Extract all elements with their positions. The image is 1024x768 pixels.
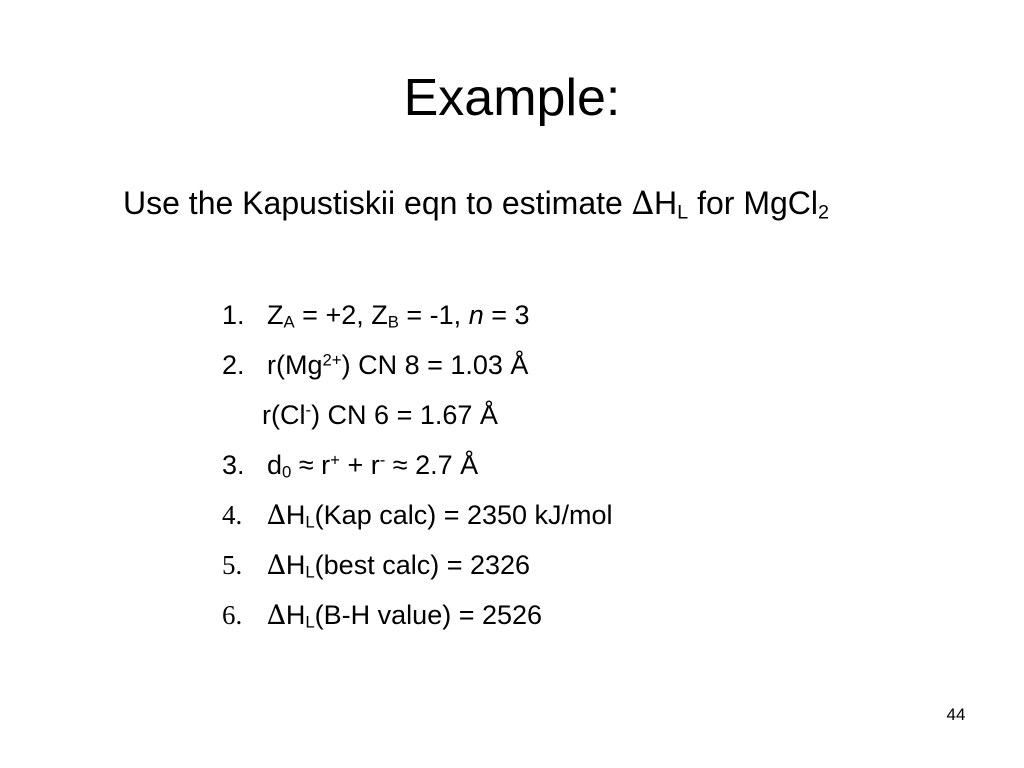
item-sup: - bbox=[379, 450, 386, 470]
subtitle-h: H bbox=[654, 185, 678, 221]
item-text: (B-H value) = 2526 bbox=[314, 600, 543, 630]
item-sub: A bbox=[283, 312, 295, 332]
page-number: 44 bbox=[946, 705, 966, 724]
item-text: = 3 bbox=[483, 300, 530, 330]
item-sup: 2+ bbox=[322, 350, 342, 370]
delta-symbol: ∆ bbox=[267, 600, 286, 631]
item-sub: L bbox=[305, 562, 315, 582]
subtitle-h-sub: L bbox=[677, 201, 689, 224]
item-number: 6. bbox=[222, 600, 243, 630]
delta-symbol: ∆ bbox=[631, 184, 655, 222]
item-content bbox=[267, 590, 542, 641]
item-sub: 0 bbox=[282, 462, 292, 482]
item-text: ) CN 8 = 1.03 Å bbox=[341, 350, 529, 380]
item-sup: + bbox=[330, 450, 340, 470]
item-text: H bbox=[285, 600, 306, 630]
item-number: 2. bbox=[222, 350, 245, 380]
item-number: 4. bbox=[222, 500, 243, 530]
item-sub: L bbox=[305, 612, 315, 632]
item-text: = -1, bbox=[398, 300, 469, 330]
item-text: H bbox=[285, 550, 306, 580]
item-content bbox=[267, 340, 528, 390]
item-text: ≈ r bbox=[291, 450, 331, 480]
item-content bbox=[262, 390, 498, 440]
item-italic: n bbox=[468, 300, 484, 330]
item-text: + r bbox=[339, 450, 380, 480]
slide-title: Example: bbox=[403, 69, 621, 127]
item-text: H bbox=[285, 500, 306, 530]
item-text: Z bbox=[267, 300, 284, 330]
item-content bbox=[267, 490, 613, 541]
subtitle-mgcl-sub: 2 bbox=[817, 201, 830, 224]
item-text: d bbox=[267, 450, 283, 480]
item-content bbox=[267, 540, 530, 591]
item-text: (Kap calc) = 2350 kJ/mol bbox=[314, 500, 613, 530]
item-content bbox=[267, 290, 530, 340]
item-text: (best calc) = 2326 bbox=[314, 550, 531, 580]
item-content bbox=[267, 440, 478, 490]
item-sup: - bbox=[305, 400, 312, 420]
delta-symbol: ∆ bbox=[267, 500, 286, 531]
slide-subtitle bbox=[123, 183, 829, 223]
item-sub: B bbox=[387, 312, 399, 332]
item-text: r(Mg bbox=[267, 350, 323, 380]
item-sub: L bbox=[305, 512, 315, 532]
item-number: 3. bbox=[222, 450, 245, 480]
delta-symbol: ∆ bbox=[267, 550, 286, 581]
subtitle-mid: for MgCl bbox=[688, 185, 818, 221]
item-number: 5. bbox=[222, 550, 243, 580]
item-text: ) CN 6 = 1.67 Å bbox=[311, 400, 498, 430]
subtitle-prefix: Use the Kapustiskii eqn to estimate bbox=[123, 185, 632, 221]
item-text: = +2, Z bbox=[294, 300, 388, 330]
item-text: r(Cl bbox=[262, 400, 306, 430]
item-number: 1. bbox=[222, 300, 245, 330]
item-text: ≈ 2.7 Å bbox=[385, 450, 479, 480]
